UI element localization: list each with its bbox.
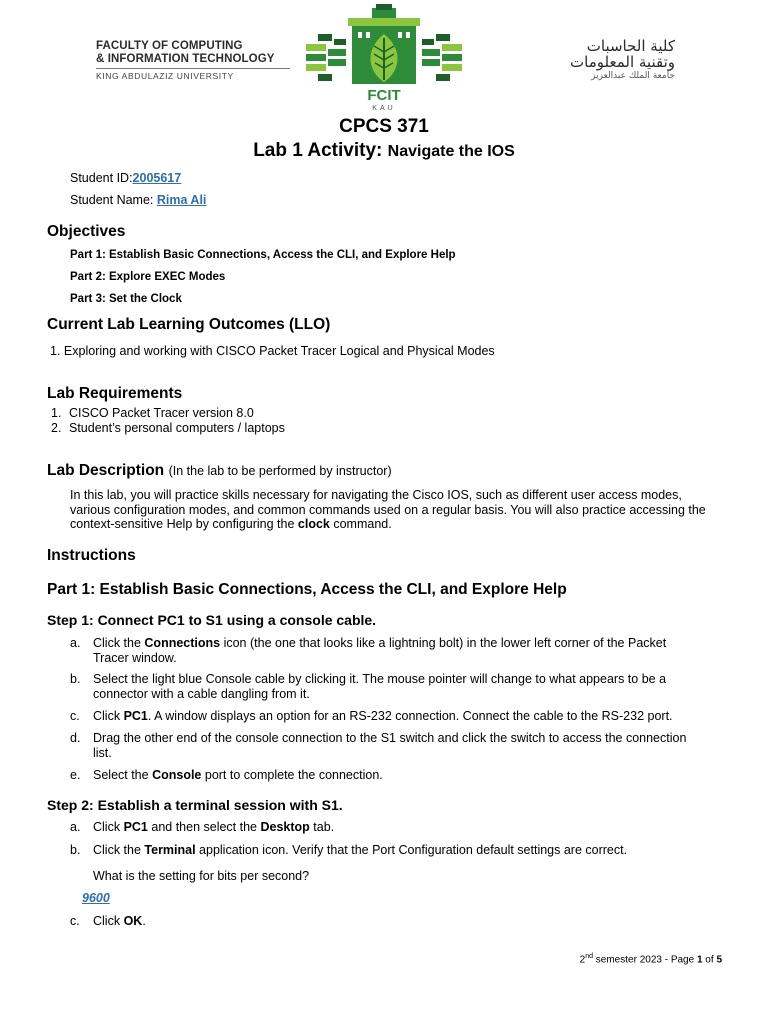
step2-b-post: application icon. Verify that the Port Configuration default settings are correct. (195, 843, 628, 857)
logo-text: FCIT (367, 87, 401, 104)
description-text-pre: In this lab, you will practice skills necessary for navigating the Cisco IOS, such as different user access modes, various configuration modes, and common commands used on a regular basis. You will also practice accessing the context-sensitive Help by configuring the (70, 488, 706, 531)
step1-item-b-text: Select the light blue Console cable by clicking it. The mouse pointer will change to what appears to be a connector with a cable dangling from it. (93, 672, 667, 701)
step2-item-c-marker: c. (70, 914, 80, 928)
requirements-heading: Lab Requirements (47, 385, 183, 402)
step1-item-d-marker: d. (70, 731, 81, 745)
description-text-post: command. (329, 517, 392, 531)
requirement-item-1-text: CISCO Packet Tracer version 8.0 (69, 406, 254, 420)
student-name-label: Student Name: (70, 193, 157, 207)
step1-item-c-marker: c. (70, 709, 80, 723)
objective-item-3: Part 3: Set the Clock (70, 293, 182, 305)
description-heading: Lab Description (47, 462, 165, 479)
description-paragraph (70, 488, 725, 532)
footer-semester-num: 2 (579, 954, 586, 966)
requirement-item-1-marker: 1. (51, 406, 62, 420)
step2-item-a-marker: a. (70, 820, 81, 834)
student-id-value[interactable]: 2005617 (132, 171, 182, 185)
step1-c-pre: Click (93, 709, 124, 723)
step2-item-a-text (93, 820, 703, 835)
student-id-line (70, 171, 181, 186)
lab-title-main: Lab 1 Activity: (253, 140, 383, 161)
step1-item-c-text (93, 709, 703, 724)
university-name: KING ABDULAZIZ UNIVERSITY (96, 71, 234, 81)
fcit-logo (304, 4, 464, 112)
lab-title (0, 140, 768, 162)
llo-heading: Current Lab Learning Outcomes (LLO) (47, 316, 331, 333)
step2-b-bold: Terminal (144, 843, 196, 857)
faculty-name-line2: & INFORMATION TECHNOLOGY (96, 53, 275, 65)
step1-e-post: port to complete the connection. (201, 768, 383, 782)
step1-item-e-marker: e. (70, 768, 81, 782)
step2-a-post: tab. (309, 820, 335, 834)
step1-item-a-text (93, 636, 703, 665)
step1-item-b-marker: b. (70, 672, 81, 686)
university-arabic: جامعة الملك عبدالعزيز (591, 71, 675, 81)
part1-heading: Part 1: Establish Basic Connections, Access the CLI, and Explore Help (47, 581, 567, 598)
step1-item-e-text (93, 768, 703, 783)
step2-a-pre: Click (93, 820, 124, 834)
objective-item-2: Part 2: Explore EXEC Modes (70, 271, 226, 283)
step2-a-bold2: Desktop (260, 820, 310, 834)
requirement-item-2-marker: 2. (51, 421, 62, 435)
footer-of: of (702, 954, 717, 966)
step1-item-d-text: Drag the other end of the console connection to the S1 switch and click the switch to access the connection list. (93, 731, 687, 760)
faculty-arabic-line1: كلية الحاسبات (586, 37, 675, 55)
step1-c-post: . A window displays an option for an RS-232 connection. Connect the cable to the RS-232 port. (147, 709, 673, 723)
step2-c-pre: Click (93, 914, 124, 928)
step2-item-b-text (93, 843, 703, 858)
faculty-arabic-line2: وتقنية المعلومات (570, 53, 675, 71)
step2-item-b-marker: b. (70, 843, 81, 857)
footer-page-number: 1 (696, 954, 703, 966)
step1-e-bold: Console (152, 768, 202, 782)
step2-b-pre: Click the (93, 843, 145, 857)
step1-e-pre: Select the (93, 768, 153, 782)
step1-item-a-marker: a. (70, 636, 81, 650)
step2-item-c-text (93, 914, 703, 929)
footer-page-total: 5 (716, 954, 722, 966)
faculty-english-block (96, 40, 296, 81)
description-note: (In the lab to be performed by instructor) (168, 464, 392, 478)
course-code: CPCS 371 (339, 116, 429, 137)
header-divider (96, 68, 290, 69)
step1-c-bold: PC1 (123, 709, 148, 723)
llo-item-1-text: Exploring and working with CISCO Packet Tracer Logical and Physical Modes (63, 344, 495, 358)
student-name-line (70, 193, 206, 208)
footer-semester-text: semester 2023 - Page (593, 954, 697, 966)
faculty-arabic-block (470, 38, 675, 82)
step2-c-post: . (142, 914, 146, 928)
step2-answer[interactable]: 9600 (82, 891, 110, 905)
llo-item-1 (50, 344, 495, 359)
document-header (0, 0, 768, 112)
step1-a-post: icon (the one that looks like a lightning bolt) in the lower left corner of the Packet Tracer window. (93, 636, 667, 665)
requirement-item-2-text: Student’s personal computers / laptops (69, 421, 285, 435)
description-heading-line (47, 462, 392, 480)
step1-a-pre: Click the (93, 636, 145, 650)
step1-a-bold: Connections (144, 636, 221, 650)
step2-c-bold: OK (123, 914, 143, 928)
page-footer (580, 953, 722, 965)
student-id-label: Student ID: (70, 171, 133, 185)
step2-question: What is the setting for bits per second? (93, 869, 310, 883)
faculty-name-line1: FACULTY OF COMPUTING (96, 40, 243, 52)
description-text-bold: clock (297, 517, 330, 531)
llo-item-1-marker: 1. (50, 344, 61, 358)
objectives-heading: Objectives (47, 223, 126, 240)
footer-ordinal: nd (585, 953, 594, 960)
step2-a-mid: and then select the (147, 820, 261, 834)
instructions-heading: Instructions (47, 547, 136, 564)
lab-subtitle: Navigate the IOS (387, 143, 515, 160)
step2-heading: Step 2: Establish a terminal session with S1. (47, 797, 343, 813)
step1-heading: Step 1: Connect PC1 to S1 using a console cable. (47, 612, 377, 628)
student-name-value[interactable]: Rima Ali (156, 193, 207, 207)
step2-a-bold1: PC1 (123, 820, 148, 834)
logo-subtext: KAU (372, 105, 396, 112)
objective-item-1: Part 1: Establish Basic Connections, Access the CLI, and Explore Help (70, 249, 456, 261)
